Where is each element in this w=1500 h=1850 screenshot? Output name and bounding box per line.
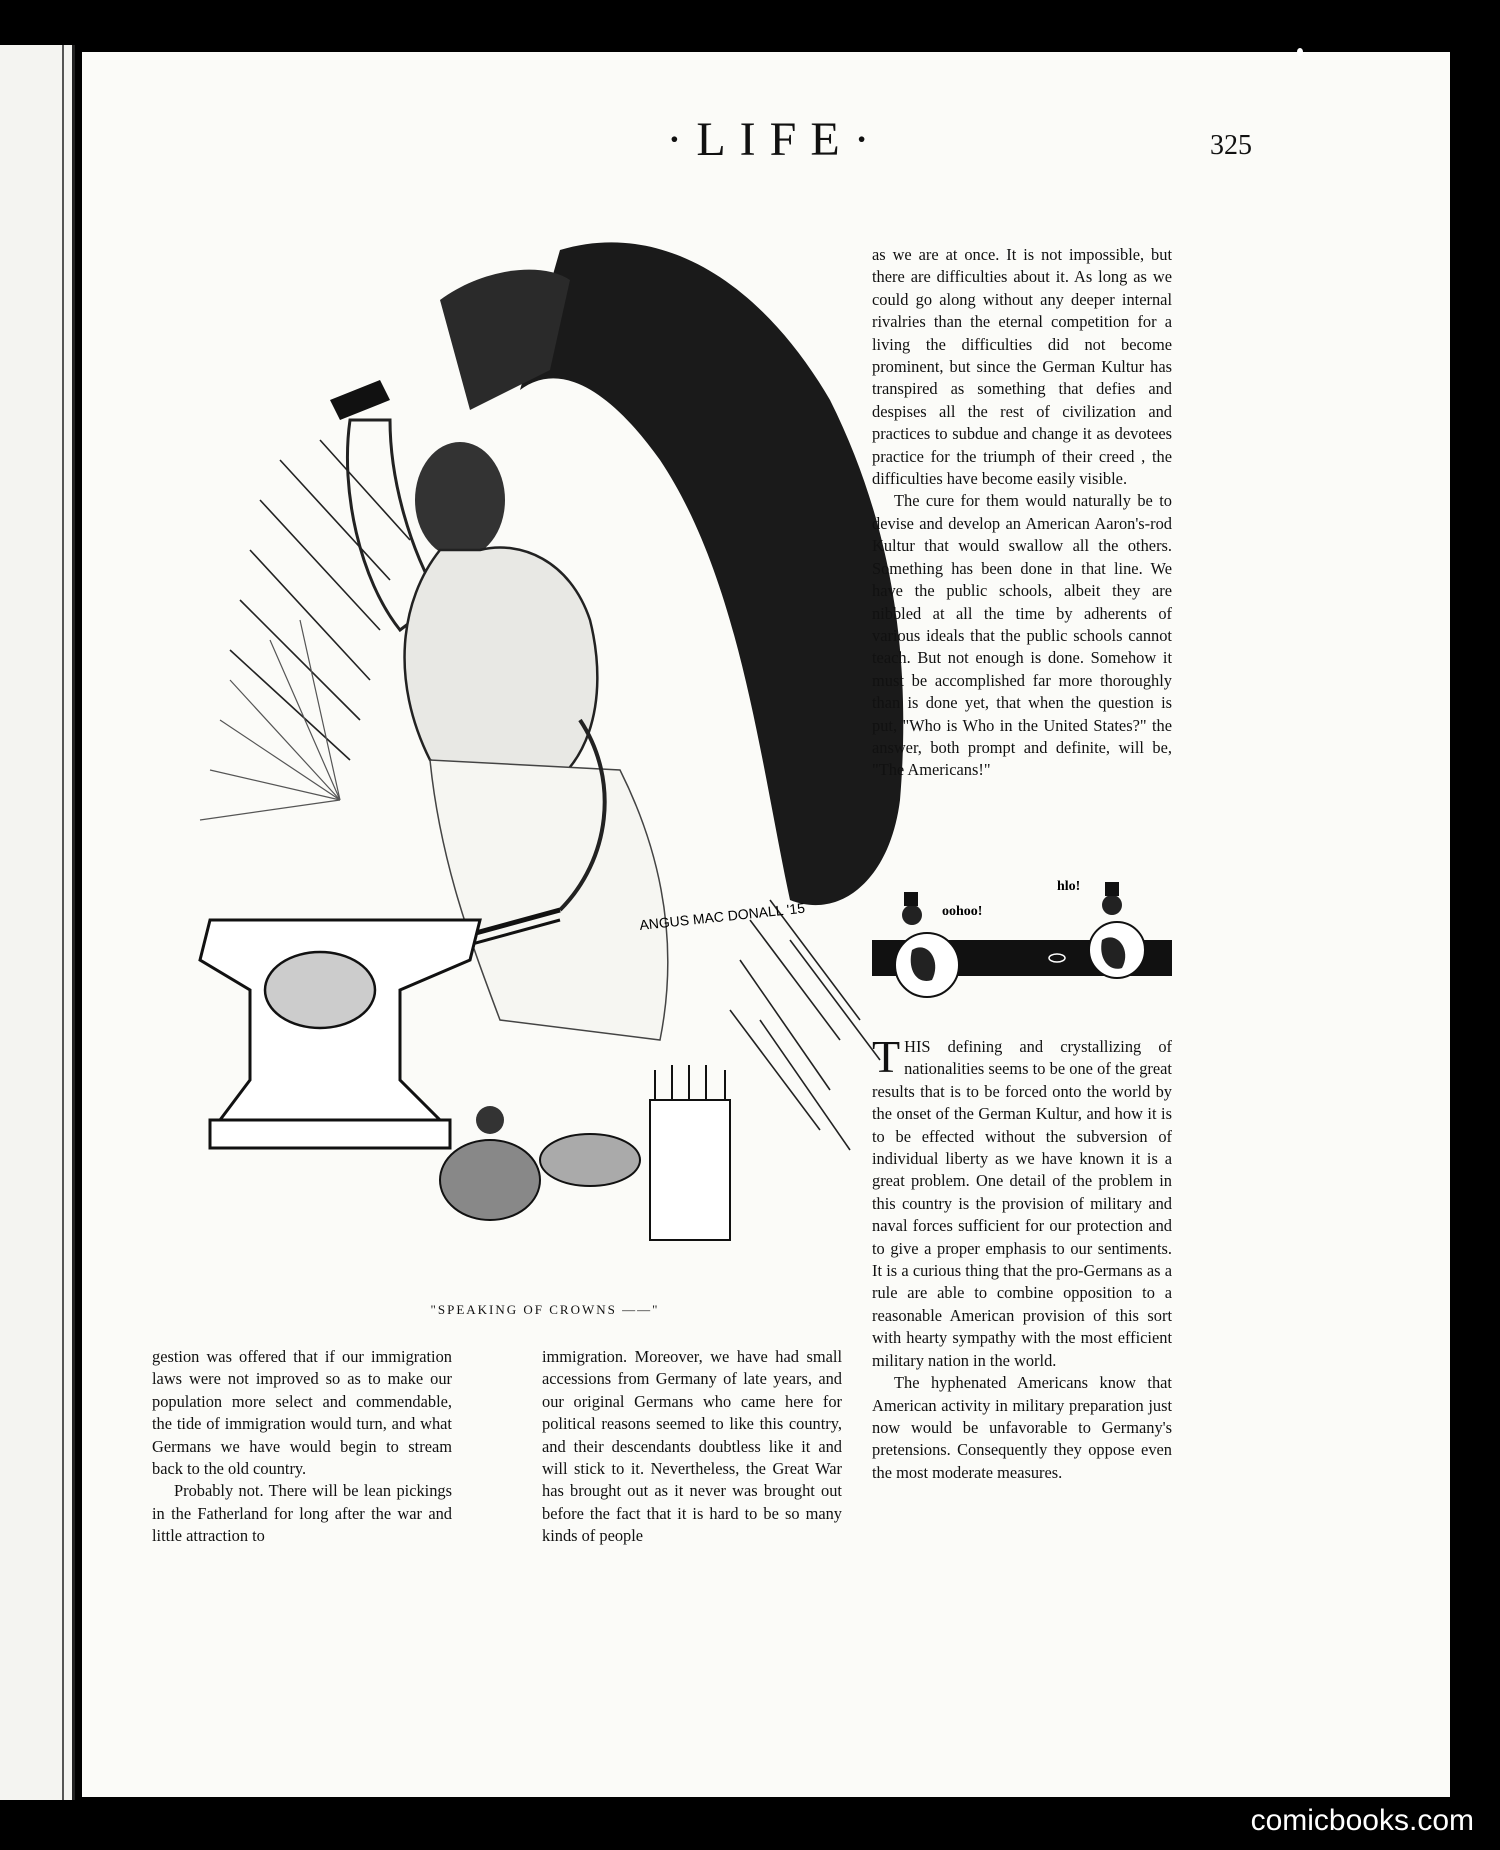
cartoon-left-text: oohoo! [942,904,983,919]
paragraph: Probably not. There will be lean pickings in the Fatherland for long after the war and little attraction to [152,1481,452,1546]
paragraph: gestion was offered that if our immigration laws were not improved so as to make our population more select and commendable, the tide of immigration would turn, and what Germans we have would begin to stream back to the old country. [152,1347,452,1479]
cartoon-right-text: hlo! [1057,879,1081,894]
blacksmith-anvil-illustration [140,160,940,1300]
paragraph: The hyphenated Americans know that American activity in military preparation just now would be unfavorable to Germany's pretensions. Consequently they oppose even the most moderate measures. [872,1373,1172,1482]
globe-figures-cartoon [872,870,1172,1020]
article-bottom-column-2 [542,1346,842,1548]
paragraph: The cure for them would naturally be to devise and develop an American Aaron's-rod Kultur that would swallow all the others. Something has been done in that line. We have the public schools, albeit they are nibbled at all the time by adherents of various ideals that the public schools cannot teach. But not enough is done. Somehow it must be accomplished far more thoroughly than is done yet, that when the question is put, "Who is Who in the United States?" the answer, both prompt and definite, will be, "The Americans!" [872,491,1172,780]
masthead: ·LIFE· [666,113,884,166]
paper-speck [1297,48,1303,56]
illustration-signature: ANGUS MAC DONALL '15 [638,899,806,933]
illustration-caption: "SPEAKING OF CROWNS ——" [430,1302,660,1317]
watermark: comicbooks.com [1250,1804,1474,1837]
paragraph: immigration. Moreover, we have had small accessions from Germany of late years, and our original Germans who came here for political reasons seemed to like this country, and their descendants doubtless like it and will stick to it. Nevertheless, the Great War has brought out as it never was brought out before the fact that it is hard to be so many kinds of people [542,1347,842,1546]
drop-cap: T [872,1031,901,1082]
left-page-edge [0,45,75,1800]
paragraph [872,1031,1172,1372]
page-number: 325 [1210,130,1252,161]
article-right-column-top [872,244,1172,782]
binding-seam [62,45,64,1800]
paragraph: as we are at once. It is not impossible, but there are difficulties about it. As long as we could go along without any deeper internal rivalries than the eternal competition for a living the difficulties did not become prominent, but since the German Kultur has transpired as something that defies and despises all the rest of civilization and practices to subdue and change it as devotees practice for the triumph of their creed , the difficulties have become easily visible. [872,245,1172,489]
article-right-column-bottom [872,1031,1172,1484]
paragraph-text: HIS defining and crystallizing of nationalities seems to be one of the great results that is to be forced onto the world by the onset of the German Kultur, and how it is to be effected without the subversion of individual liberty as we have known it is a great problem. One detail of the problem in this country is the provision of military and naval forces sufficient for our protection and to give a proper emphasis to our sentiments. It is a curious thing that the pro-Germans as a rule are able to combine opposition to a reasonable American provision of this sort with hearty sympathy with the most efficient military nation in the world. [872,1037,1172,1370]
article-bottom-column-1 [152,1346,452,1548]
